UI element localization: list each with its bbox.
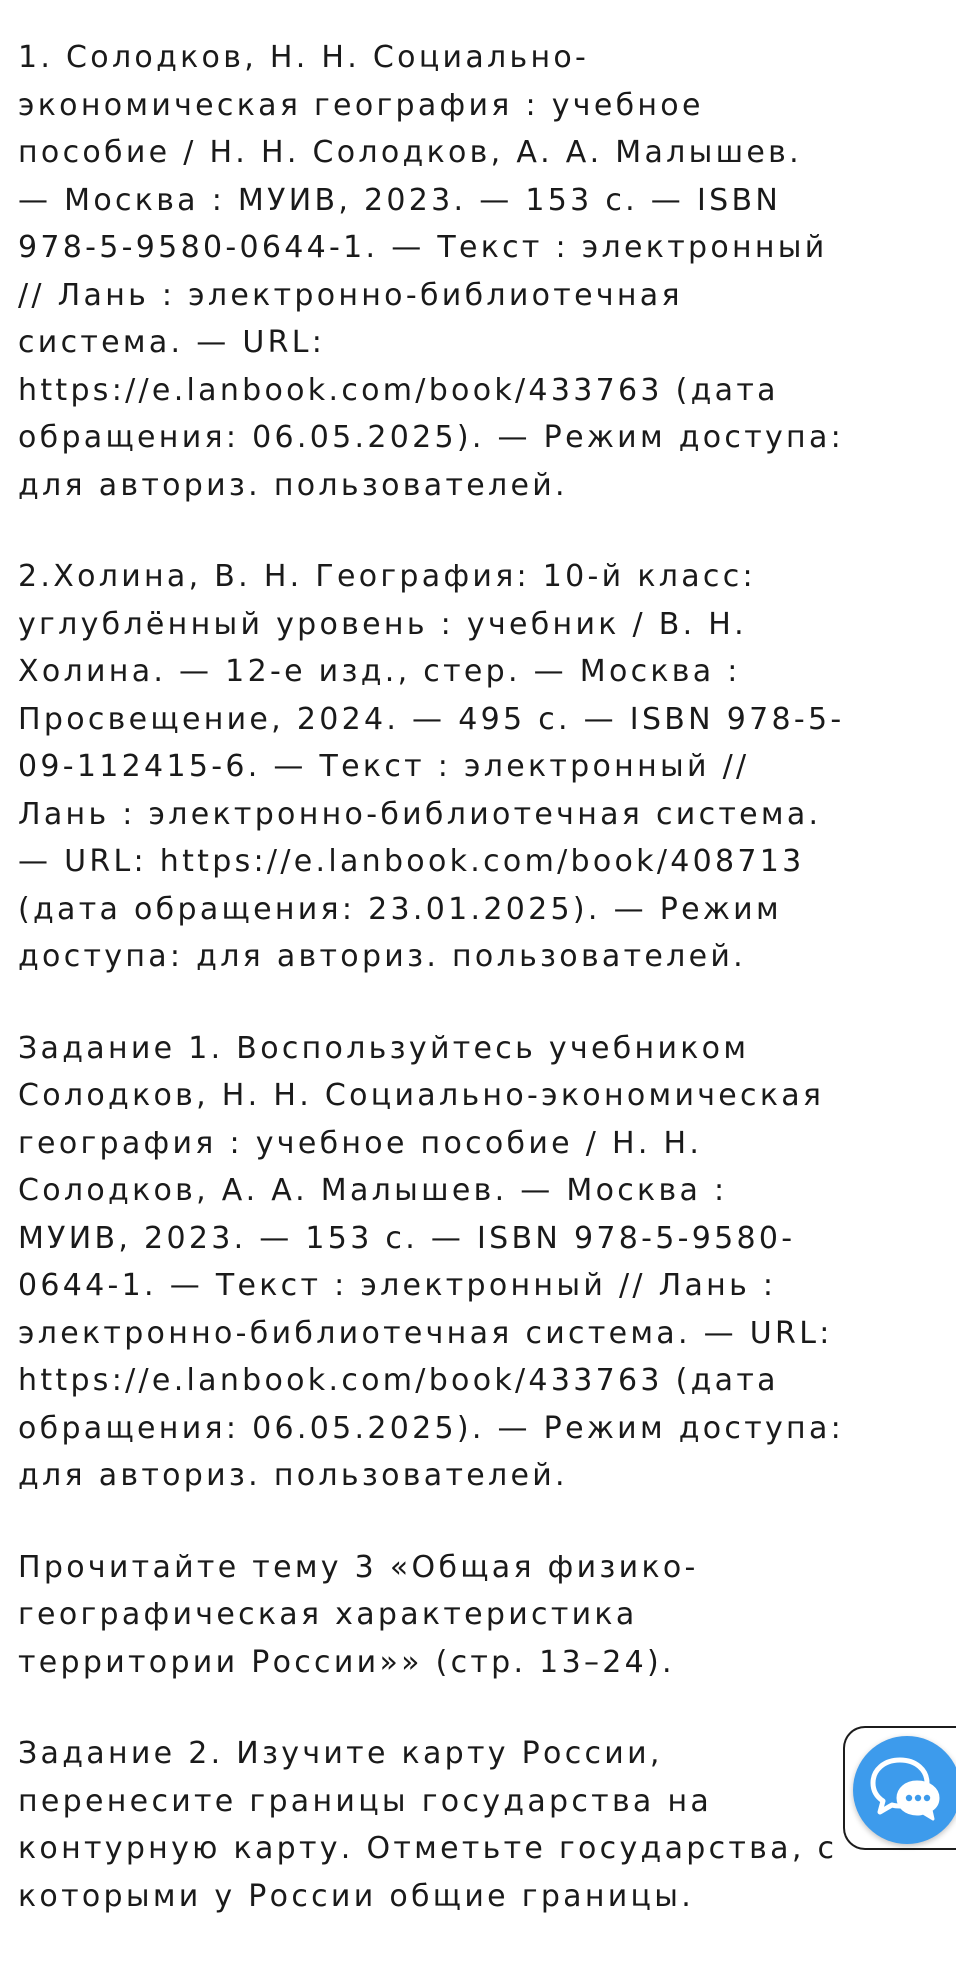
text-line: которыми у России общие границы.: [18, 1878, 695, 1914]
text-line: 0644-1. — Текст : электронный // Лань :: [18, 1268, 777, 1303]
text-line: география : учебное пособие / Н. Н.: [18, 1125, 703, 1161]
link-line: https://e.lanbook.com/book/433763 (дата: [18, 1363, 779, 1398]
text-line: 09-112415-6. — Текст : электронный //: [18, 749, 750, 784]
text-line: 978-5-9580-0644-1. — Текст : электронный: [18, 230, 828, 265]
chat-bubbles-icon: [870, 1756, 944, 1824]
text-line: перенесите границы государства на: [18, 1783, 713, 1819]
paragraph-task-1: [18, 1025, 878, 1500]
paragraph-task-2: [18, 1730, 878, 1920]
text-line: контурную карту. Отметьте государства, с: [18, 1831, 838, 1866]
paragraph-reference-1: [18, 34, 878, 509]
text-line: экономическая география : учебное: [18, 87, 704, 123]
link-line: — URL: https://e.lanbook.com/book/408713: [18, 844, 805, 879]
text-line: для авториз. пользователей.: [18, 1458, 568, 1493]
text-line: Прочитайте тему 3 «Общая физико-: [18, 1549, 699, 1585]
text-line: электронно-библиотечная система. — URL:: [18, 1315, 833, 1351]
text-line: система. — URL:: [18, 325, 326, 360]
text-line: Просвещение, 2024. — 495 с. — ISBN 978-5-: [18, 701, 845, 737]
chat-button[interactable]: [853, 1736, 956, 1844]
text-line: 2.Холина, В. Н. География: 10-й класс:: [18, 559, 756, 594]
text-line: обращения: 06.05.2025). — Режим доступа:: [18, 420, 845, 455]
link-line: https://e.lanbook.com/book/433763 (дата: [18, 372, 779, 408]
text-content: [18, 34, 878, 1964]
text-line: — Москва : МУИВ, 2023. — 153 с. — ISBN: [18, 182, 782, 218]
text-line: доступа: для авториз. пользователей.: [18, 939, 747, 974]
text-line: (дата обращения: 23.01.2025). — Режим: [18, 891, 782, 927]
text-line: Задание 1. Воспользуйтесь учебником: [18, 1030, 750, 1066]
text-line: Лань : электронно-библиотечная система.: [18, 796, 822, 832]
paragraph-reference-2: [18, 553, 878, 981]
chat-widget-tab[interactable]: [843, 1726, 956, 1850]
text-line: углублённый уровень : учебник / В. Н.: [18, 606, 747, 642]
text-line: обращения: 06.05.2025). — Режим доступа:: [18, 1410, 845, 1446]
text-line: 1. Солодков, Н. Н. Социально-: [18, 40, 590, 75]
paragraph-reading: [18, 1544, 878, 1687]
text-line: МУИВ, 2023. — 153 с. — ISBN 978-5-9580-: [18, 1220, 796, 1256]
text-line: пособие / Н. Н. Солодков, А. А. Малышев.: [18, 135, 802, 170]
text-line: географическая характеристика: [18, 1597, 638, 1632]
text-line: // Лань : электронно-библиотечная: [18, 277, 683, 313]
text-line: для авториз. пользователей.: [18, 467, 568, 503]
text-line: территории России»» (стр. 13–24).: [18, 1644, 675, 1680]
text-line: Солодков, А. А. Малышев. — Москва :: [18, 1173, 728, 1208]
text-line: Задание 2. Изучите карту России,: [18, 1736, 663, 1771]
text-line: Солодков, Н. Н. Социально-экономическая: [18, 1078, 825, 1113]
text-line: Холина. — 12-е изд., стер. — Москва :: [18, 654, 741, 689]
